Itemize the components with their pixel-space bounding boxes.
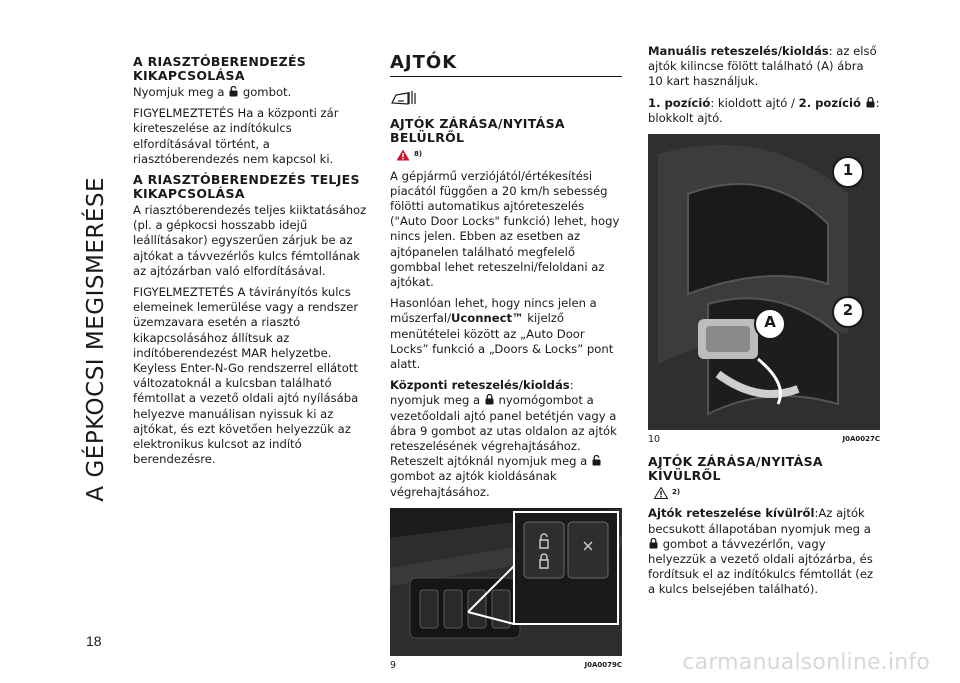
- bold-term: Manuális reteszelés/kioldás: [648, 44, 829, 58]
- text: : az első ajtók kilincse fölött található (A) ábra 10 kart használjuk.: [648, 44, 877, 89]
- figure-10-code: J0A0027C: [842, 435, 880, 444]
- text: gombot.: [242, 85, 292, 99]
- callout-a: A: [764, 313, 776, 332]
- chapter-side-title-text: A GÉPKOCSI MEGISMERÉSE: [83, 177, 109, 502]
- unlock-icon: [229, 86, 238, 97]
- callout-1: 1: [842, 161, 854, 180]
- figure-9-code: J0A0079C: [584, 660, 622, 669]
- warning-icon: [396, 149, 410, 161]
- paragraph: FIGYELMEZTETÉS Ha a központi zár kireteszelése az indítókulcs elfordításával történt, a riasztóberendezés nem kapcsol ki.: [133, 106, 339, 166]
- text: nyomógombot a vezetőoldali ajtó panel betétjén vagy a ábra 9 gombot az utas oldalon az ajtók reteszelésének végrehajtásához. Reteszelt ajtóknál nyomjuk meg a: [390, 393, 617, 469]
- info-triangle-icon: [654, 487, 668, 499]
- text: gombot a távvezérlőn, vagy helyezzük a vezető oldali ajtózárba, és fordítsuk el az indítókulcs fémtollát (ez a kulcs belsejében található).: [648, 536, 874, 597]
- column-3: [648, 44, 880, 604]
- warning-note: [396, 147, 622, 162]
- text: : kioldott ajtó /: [710, 95, 799, 110]
- figure-10-door-handle: [648, 134, 880, 430]
- watermark: carmanualsonline.info: [682, 650, 930, 675]
- figure-9-caption: [390, 658, 622, 673]
- heading-doors-outside: AJTÓK ZÁRÁSA/NYITÁSA KÍVÜLRŐL: [648, 454, 823, 484]
- text: : nyomjuk meg a: [390, 378, 574, 408]
- warning-ref: 2): [672, 488, 681, 497]
- text: kijelző menütételei között az „Auto Door Locks” funkció a „Doors & Locks” pont alatt.: [390, 311, 614, 372]
- lock-icon: [866, 97, 875, 108]
- figure-9-door-panel-buttons: [390, 508, 622, 656]
- paragraph: [133, 85, 367, 100]
- unlock-icon: [592, 455, 601, 466]
- paragraph: [390, 296, 622, 372]
- paragraph: [648, 506, 880, 597]
- text: blokkolt ajtó.: [648, 110, 723, 125]
- text: :: [875, 95, 880, 110]
- paragraph: FIGYELMEZTETÉS A távirányítós kulcs elemeinek lemerülése vagy a rendszer üzemzavara esetén a riasztó kikapcsolásához állítsuk az indítóberendezést MAR helyzetbe. Keyless Enter-N-Go rendszerrel ellátott változatoknál a kulcsban található fémtollat a vezető oldali ajtó nyílásába helyezve manuálisan nyissuk ki az ajtókat, és ezt követően helyezzük az elektronikus kulcsot az indító berendezésre.: [133, 285, 359, 467]
- car-door-icon: [390, 89, 416, 107]
- paragraph: [390, 378, 622, 500]
- callout-2: 2: [842, 301, 854, 320]
- bold-term: Központi reteszelés/kioldás: [390, 378, 570, 393]
- paragraph: A gépjármű verziójától/értékesítési piacától függően a 20 km/h sebesség fölötti automatikus ajtóreteszelés ("Auto Door Locks" funkció) lehet, hogy nincs jelen. Ebben az esetben az ajtópanelen található megfelelő gombbal lehet reteszelni/feloldani az ajtókat.: [390, 168, 620, 290]
- text: Hasonlóan lehet, hogy nincs jelen a műszerfal/: [390, 296, 597, 326]
- column-2: [390, 52, 622, 673]
- heading-alarm-off: A RIASZTÓBERENDEZÉS KIKAPCSOLÁSA: [133, 54, 307, 83]
- warning-note: [654, 485, 880, 500]
- paragraph: A riasztóberendezés teljes kiiktatásához (pl. a gépkocsi hosszabb idejű leállításakor) egyszerűen zárjuk be az ajtókat a távvezérlős kulcs fémtollának az ajtózárban való elfordításával.: [133, 203, 367, 278]
- bold-term: 2. pozíció: [798, 95, 861, 110]
- heading-doors-inside: AJTÓK ZÁRÁSA/NYITÁSA BELÜLRŐL: [390, 116, 565, 146]
- bold-term: Ajtók reteszelése kívülről: [648, 506, 815, 521]
- lock-icon: [649, 538, 658, 549]
- text: :Az ajtók becsukott állapotában nyomjuk meg a: [648, 506, 871, 536]
- section-title: AJTÓK: [390, 55, 622, 77]
- bold-term: 1. pozíció: [648, 95, 711, 110]
- text: Nyomjuk meg a: [133, 85, 225, 99]
- warning-ref: 8): [414, 150, 423, 159]
- uconnect-text: Uconnect™: [450, 311, 524, 326]
- heading-alarm-full-off: A RIASZTÓBERENDEZÉS TELJES KIKAPCSOLÁSA: [133, 172, 360, 202]
- paragraph: [648, 44, 880, 90]
- figure-10-number: 10: [648, 434, 661, 446]
- column-1: [133, 55, 367, 473]
- lock-icon: [485, 394, 494, 405]
- page-number: 18: [86, 633, 102, 649]
- figure-9-number: 9: [390, 659, 397, 671]
- paragraph: [648, 96, 880, 126]
- figure-10-caption: [648, 432, 880, 447]
- chapter-side-title: [82, 42, 110, 637]
- text: gombot az ajtók kioldásának végrehajtásához.: [390, 469, 557, 499]
- figure-9-illustration: [390, 508, 622, 656]
